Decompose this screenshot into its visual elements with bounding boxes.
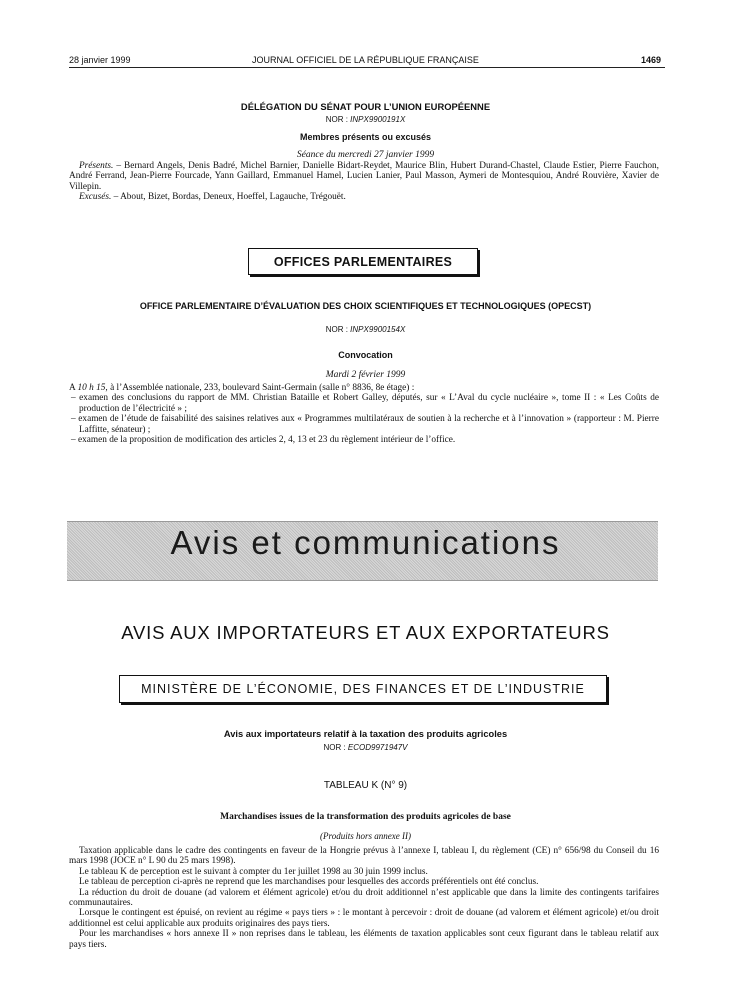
delegation-subtitle: Membres présents ou excusés bbox=[299, 132, 432, 142]
taxation-paragraph: Le tableau de perception ci-après ne reprend que les marchandises pour lesquelles des accords préférentiels ont été conclus. bbox=[79, 877, 539, 888]
presents-label: Présents. bbox=[79, 161, 114, 171]
convocation-body bbox=[69, 383, 659, 445]
nor-code: INPX9900191X bbox=[350, 115, 406, 124]
delegation-nor bbox=[0, 115, 731, 124]
tableau-title: TABLEAU K (N° 9) bbox=[323, 780, 408, 791]
agenda-item: – examen de l’étude de faisabilité des saisines relatives aux « Programmes multilatéraux de soutien à la recherche et à l’innovation » (rapporteur : M. Pierre Laffitte, sénateur) ; bbox=[71, 414, 659, 435]
section-title: AVIS AUX IMPORTATEURS ET AUX EXPORTATEURS bbox=[121, 622, 610, 643]
taxation-paragraph: La réduction du droit de douane (ad valorem et élément agricole) et/ou du droit additionnel n’est applicable que dans la limite des contingents tarifaires communautaires. bbox=[69, 887, 659, 909]
delegation-session: Séance du mercredi 27 janvier 1999 bbox=[296, 150, 435, 160]
excuses-label: Excusés. bbox=[79, 192, 112, 203]
office-title: OFFICE PARLEMENTAIRE D’ÉVALUATION DES CHOIX SCIENTIFIQUES ET TECHNOLOGIQUES (OPECST) bbox=[139, 301, 592, 311]
intro-rest: , à l’Assemblée nationale, 233, boulevard Saint-Germain (salle n° 8836, 8e étage) : bbox=[105, 383, 415, 393]
header-journal-title: JOURNAL OFFICIEL DE LA RÉPUBLIQUE FRANÇAISE bbox=[252, 55, 479, 65]
nor-prefix: NOR : bbox=[325, 115, 351, 124]
agenda-item: – examen de la proposition de modification des articles 2, 4, 13 et 23 du règlement intérieur de l’office. bbox=[71, 435, 456, 446]
convocation-intro bbox=[69, 383, 659, 393]
taxation-paragraph: Lorsque le contingent est épuisé, on revient au régime « pays tiers » : le montant à percevoir : droit de douane (ad valorem et élément agricole) et/ou droit additionnel est celui applicable aux produits originaires des pays tiers. bbox=[69, 908, 659, 929]
taxation-body bbox=[69, 846, 659, 950]
excuses-paragraph bbox=[69, 192, 659, 202]
intro-a: A bbox=[69, 383, 78, 393]
nor-prefix: NOR : bbox=[325, 325, 351, 334]
office-nor bbox=[0, 325, 731, 334]
intro-time: 10 h 15 bbox=[77, 383, 106, 393]
delegation-title: DÉLÉGATION DU SÉNAT POUR L’UNION EUROPÉENNE bbox=[240, 101, 491, 112]
convocation-title: Convocation bbox=[338, 350, 393, 360]
merchandise-title: Marchandises issues de la transformation des produits agricoles de base bbox=[220, 812, 511, 822]
convocation-date: Mardi 2 février 1999 bbox=[325, 370, 406, 380]
header-date: 28 janvier 1999 bbox=[69, 55, 131, 65]
agenda-item: – examen des conclusions du rapport de MM. Christian Bataille et Robert Galley, députés, sur « L’Aval du cycle nucléaire », tome II : « Les Coûts de production de l’électricité » ; bbox=[71, 393, 659, 414]
nor-prefix: NOR : bbox=[323, 743, 348, 752]
produits-note: (Produits hors annexe II) bbox=[320, 831, 411, 841]
nor-code: INPX9900154X bbox=[350, 325, 406, 334]
presents-text: – Bernard Angels, Denis Badré, Michel Barnier, Danielle Bidart-Reydet, Maurice Blin, Hubert Durand-Chastel, Claude Estier, Pierre Fauchon, André Ferrand, Jean-Pierre Fourcade, Yann Gaillard, Emmanuel Hamel, Lucien Lanier, Paul Masson, Aymeri de Montesquiou, André Rouvière, Xavier de Villepin. bbox=[69, 161, 659, 192]
taxation-paragraph: Taxation applicable dans le cadre des contingents en faveur de la Hongrie prévus à l’annexe I, tableau I, du règlement (CE) n° 656/98 du Conseil du 16 mars 1998 (JOCE n° L 90 du 25 mars 1998). bbox=[69, 846, 659, 867]
notice-nor bbox=[0, 743, 731, 752]
taxation-paragraph: Pour les marchandises « hors annexe II » non reprises dans le tableau, les éléments de taxation applicables sont ceux figurant dans le tableau relatif aux pays tiers. bbox=[69, 929, 659, 950]
nor-code: ECOD9971947V bbox=[347, 743, 408, 752]
presents-paragraph bbox=[69, 161, 659, 192]
taxation-paragraph: Le tableau K de perception est le suivant à compter du 1er juillet 1998 au 30 juin 1999 inclus. bbox=[79, 866, 428, 877]
notice-title: Avis aux importateurs relatif à la taxation des produits agricoles bbox=[223, 729, 508, 739]
offices-box-title: OFFICES PARLEMENTAIRES bbox=[248, 248, 478, 275]
ministry-box-title: MINISTÈRE DE L’ÉCONOMIE, DES FINANCES ET DE L’INDUSTRIE bbox=[119, 675, 607, 703]
header-rule bbox=[69, 67, 665, 68]
excuses-text: – About, Bizet, Bordas, Deneux, Hoeffel, Lagauche, Trégouët. bbox=[111, 192, 346, 203]
header-page-number: 1469 bbox=[640, 55, 661, 65]
avis-band-title: Avis et communications bbox=[170, 524, 561, 561]
delegation-members bbox=[69, 161, 659, 203]
